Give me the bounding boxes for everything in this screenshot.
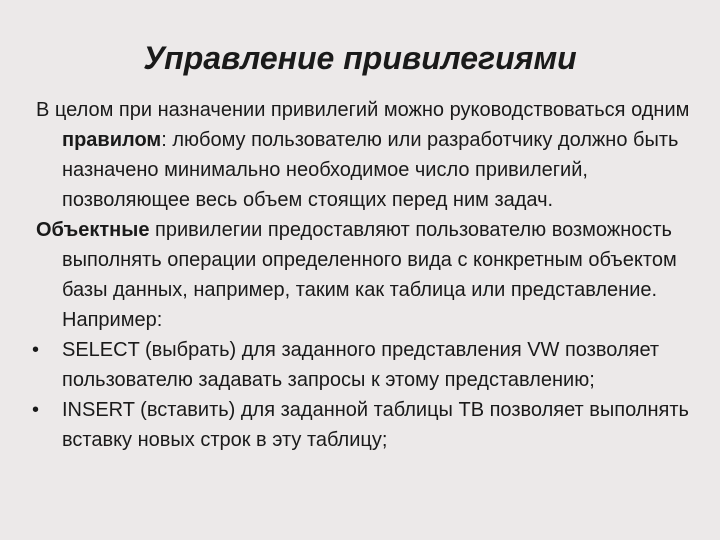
bullet-icon: • bbox=[32, 339, 40, 361]
slide-body bbox=[32, 95, 696, 455]
paragraph-privilege-rule bbox=[36, 95, 696, 215]
paragraph-text: В целом при назначении привилегий можно руководствоваться одним bbox=[36, 99, 690, 121]
bold-term-object: Объектные bbox=[36, 219, 150, 241]
paragraph-text: привилегии предоставляют пользователю возможность выполнять операции определенного вида с конкретным объектом базы данных, например, таким как таблица или представление. Например: bbox=[62, 219, 677, 331]
bold-term-rule: правилом bbox=[62, 129, 162, 151]
bullet-text: INSERT (вставить) для заданной таблицы TB позволяет выполнять вставку новых строк в эту таблицу; bbox=[62, 399, 689, 451]
bullet-text: SELECT (выбрать) для заданного представления VW позволяет пользователю задавать запросы к этому представлению; bbox=[62, 339, 660, 391]
bullet-item-select bbox=[32, 335, 696, 395]
bullet-item-insert bbox=[32, 395, 696, 455]
paragraph-object-privileges bbox=[36, 215, 696, 335]
bullet-icon: • bbox=[32, 399, 40, 421]
slide-title: Управление привилегиями bbox=[143, 40, 577, 76]
paragraph-text: : любому пользователю или разработчику должно быть назначено минимально необходимое число привилегий, позволяющее весь объем стоящих перед ним задач. bbox=[62, 129, 679, 211]
